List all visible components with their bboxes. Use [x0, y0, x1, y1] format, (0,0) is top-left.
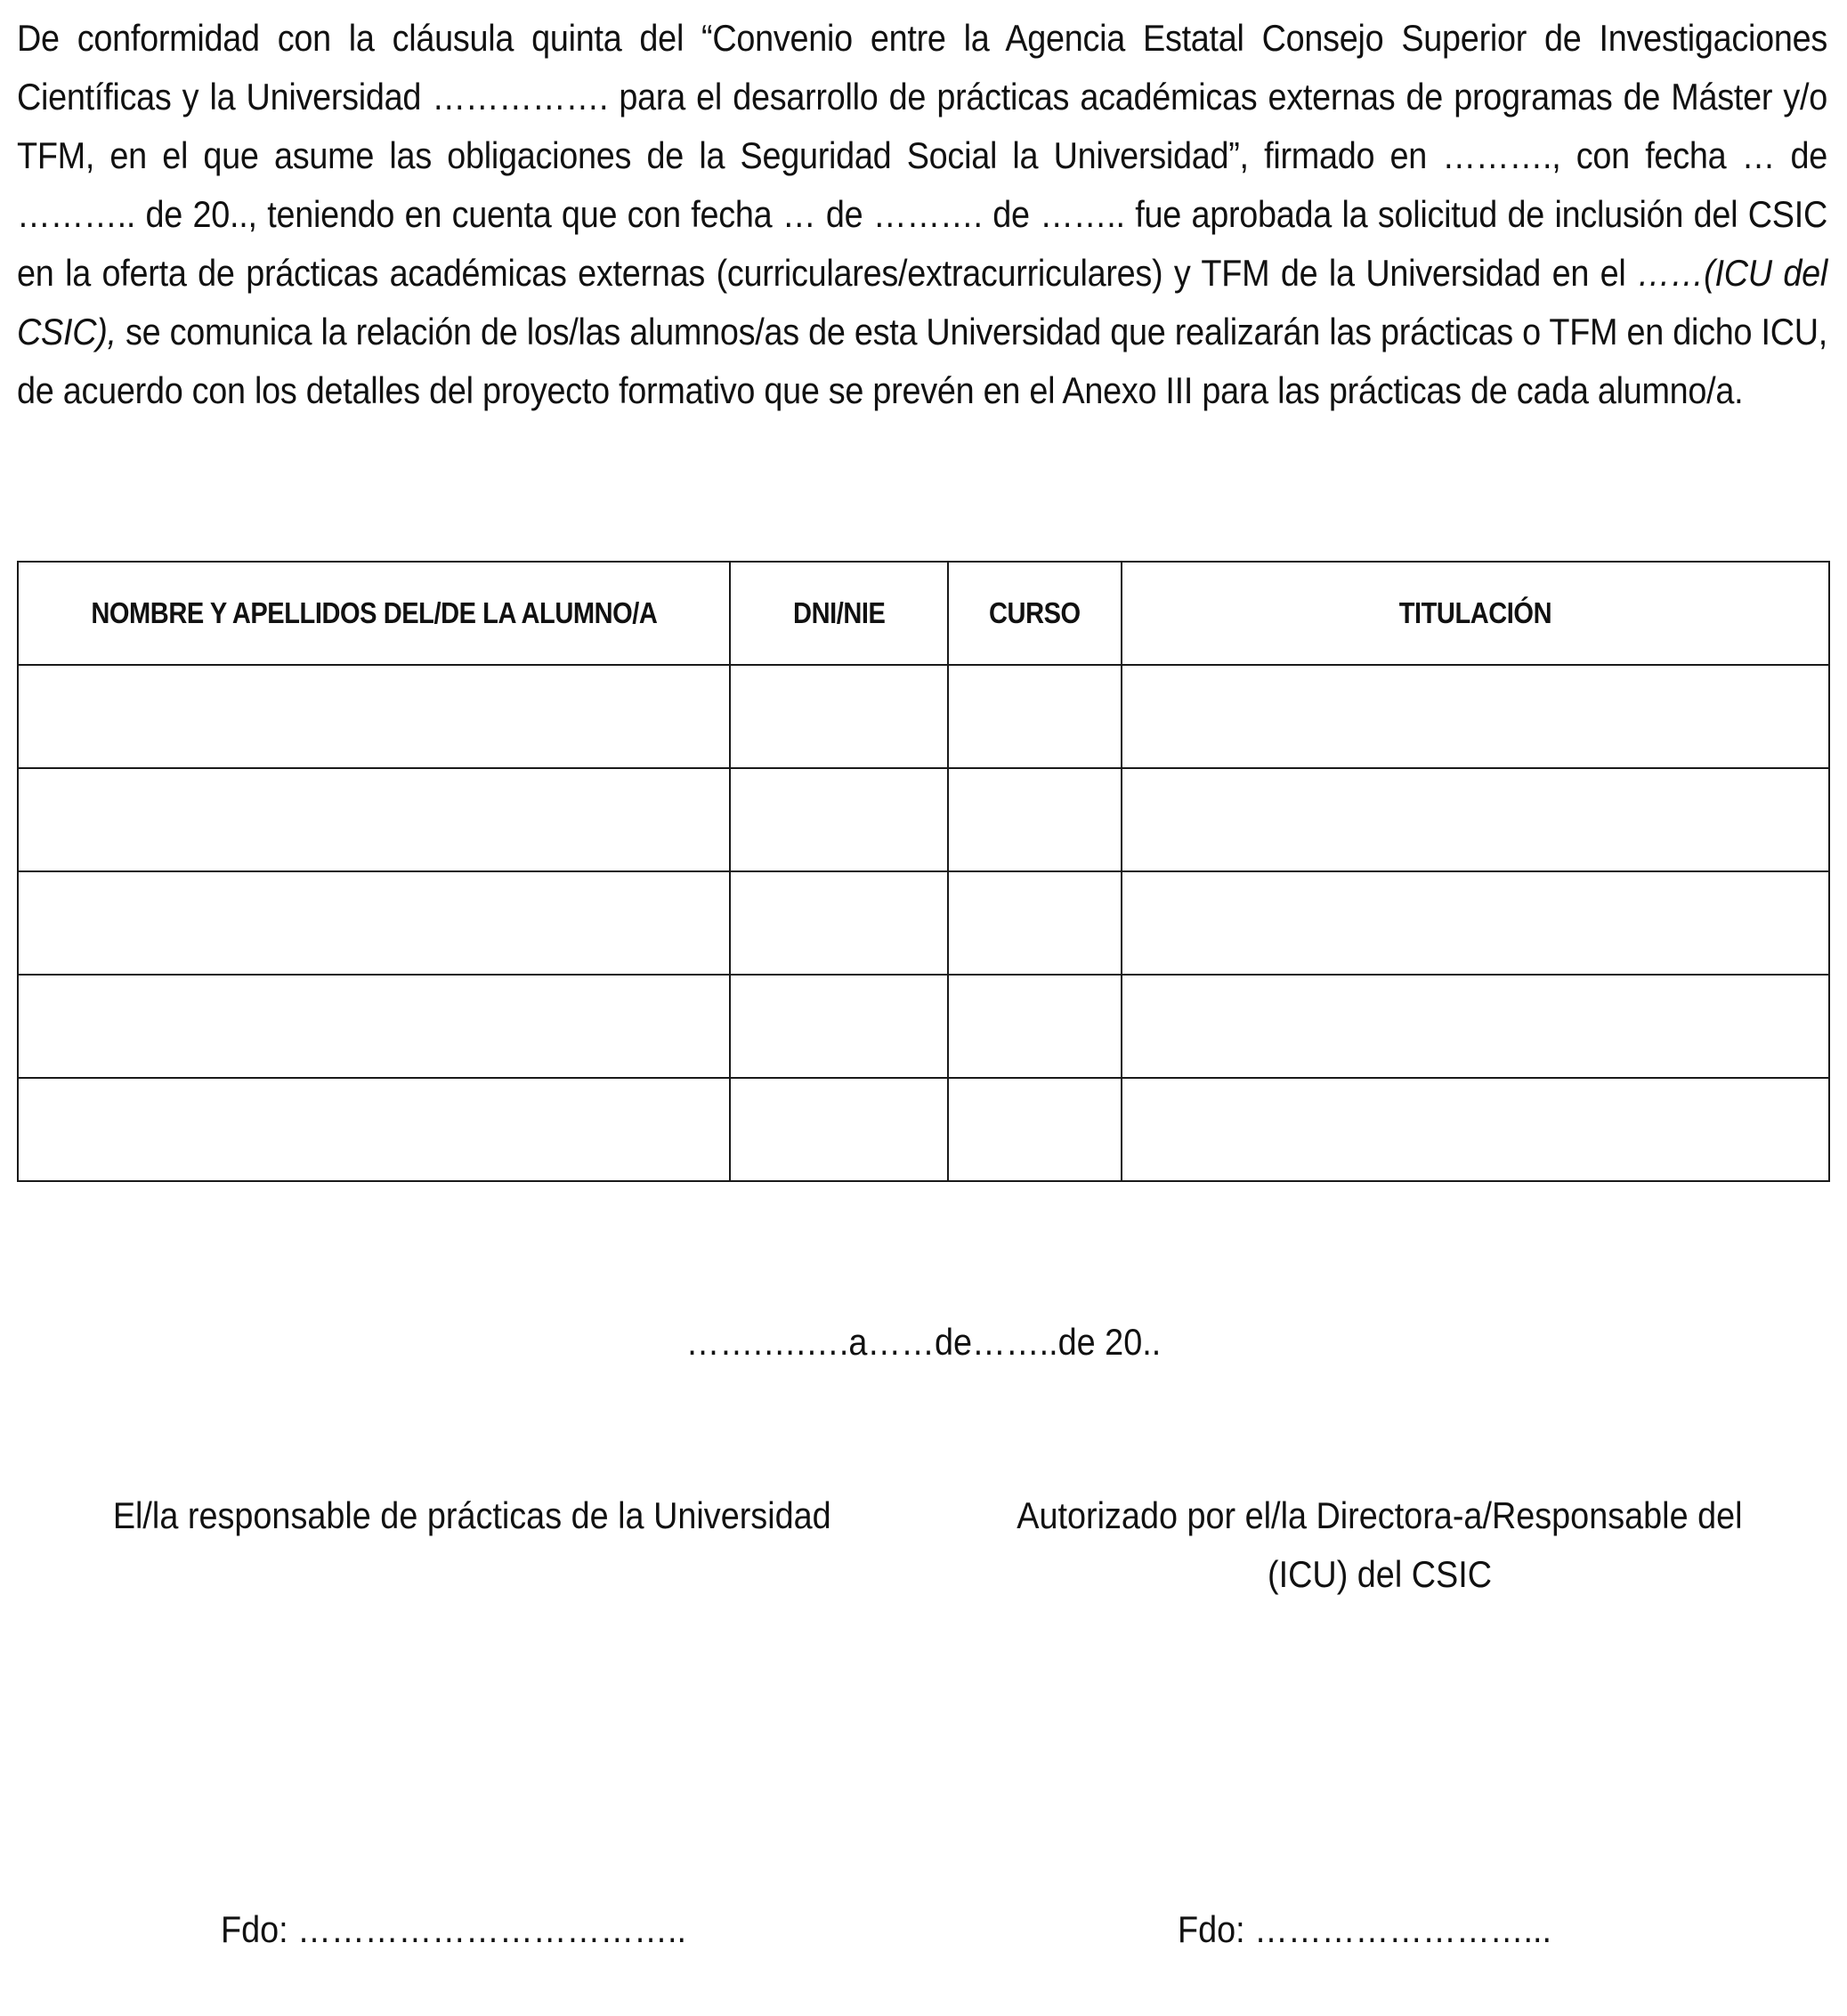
intro-text-part1: De conformidad con la cláusula quinta del “Convenio entre la Agencia Estatal Consejo Superior de Investigaciones Científicas y la Universidad ……………. para el desarrollo de prácticas académicas externas de programas de Máster y/o TFM, en el que asume las obligaciones de la Seguridad Social la Universidad”, firmado en ………., con fecha … de ……….. de 20.., teniendo en cuenta que con fecha … de ………. de …….. fue aprobada la solicitud de inclusión del CSIC en la oferta de prácticas académicas externas (curriculares/extracurriculares) y TFM de la Universidad en el [17, 17, 1827, 294]
cell-titulacion[interactable] [1122, 665, 1829, 768]
cell-nombre[interactable] [18, 871, 730, 975]
cell-curso[interactable] [948, 665, 1122, 768]
cell-titulacion[interactable] [1122, 768, 1829, 871]
cell-dni[interactable] [730, 665, 948, 768]
cell-titulacion[interactable] [1122, 1078, 1829, 1181]
cell-nombre[interactable] [18, 1078, 730, 1181]
header-curso: CURSO [948, 562, 1122, 665]
intro-text-part2: se comunica la relación de los/las alumnos/as de esta Universidad que realizarán las prácticas o TFM en dicho ICU, de acuerdo con los detalles del proyecto formativo que se prevén en el Anexo III para las prácticas de cada alumno/a. [17, 311, 1827, 411]
cell-dni[interactable] [730, 768, 948, 871]
cell-titulacion[interactable] [1122, 975, 1829, 1078]
signature-left-title-text: El/la responsable de prácticas de la Universidad [112, 1494, 831, 1536]
signature-right-title-line2: (ICU) del CSIC [1267, 1553, 1493, 1595]
header-titulacion: TITULACIÓN [1122, 562, 1829, 665]
table-row [18, 975, 1829, 1078]
signature-left-fdo: Fdo: …………………………….. [221, 1908, 686, 1950]
cell-nombre[interactable] [18, 665, 730, 768]
signature-left-title [36, 1486, 908, 1545]
intro-paragraph [17, 9, 1827, 420]
table-header-row [18, 562, 1829, 665]
cell-curso[interactable] [948, 975, 1122, 1078]
signature-right-fdo: Fdo: ……………………... [1178, 1908, 1552, 1950]
table-row [18, 871, 1829, 975]
cell-dni[interactable] [730, 975, 948, 1078]
cell-titulacion[interactable] [1122, 871, 1829, 975]
signature-right-title-line1: Autorizado por el/la Directora-a/Responsable del [1017, 1494, 1743, 1536]
date-line [0, 1316, 1847, 1369]
cell-curso[interactable] [948, 871, 1122, 975]
table-row [18, 665, 1829, 768]
students-table [17, 561, 1830, 1182]
table-row [18, 768, 1829, 871]
cell-curso[interactable] [948, 1078, 1122, 1181]
date-line-text: …….….….a……de……..de 20.. [685, 1321, 1162, 1363]
cell-nombre[interactable] [18, 975, 730, 1078]
table-row [18, 1078, 1829, 1181]
intro-text-italic: ……(ICU del CSIC), [17, 252, 1827, 352]
cell-dni[interactable] [730, 871, 948, 975]
cell-nombre[interactable] [18, 768, 730, 871]
cell-dni[interactable] [730, 1078, 948, 1181]
header-dni: DNI/NIE [730, 562, 948, 665]
header-nombre: NOMBRE Y APELLIDOS DEL/DE LA ALUMNO/A [18, 562, 730, 665]
signature-right-title [944, 1486, 1816, 1604]
cell-curso[interactable] [948, 768, 1122, 871]
